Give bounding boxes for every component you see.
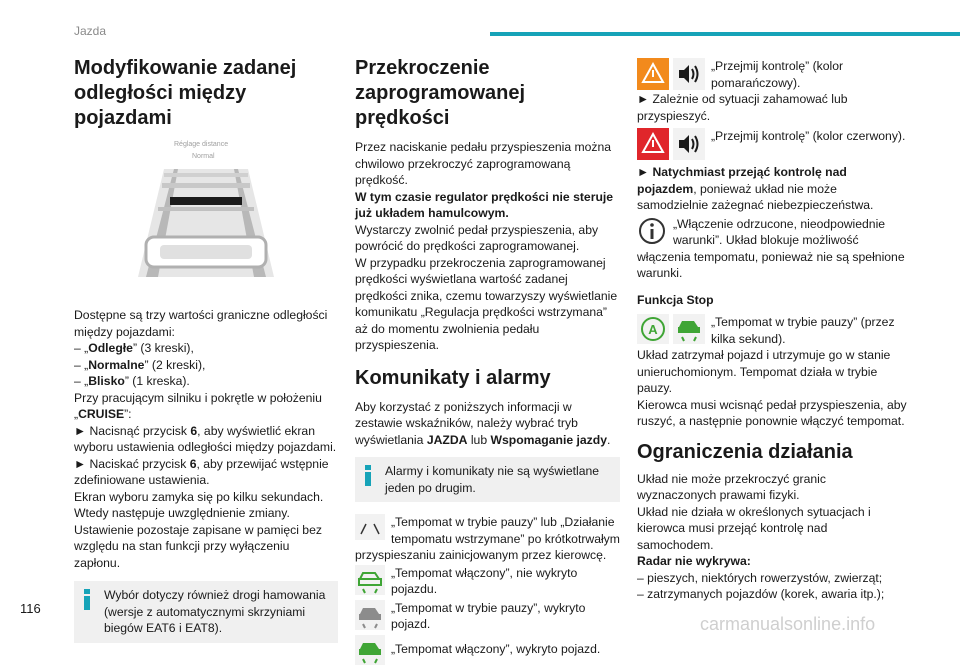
cruise-on-vehicle-icon [673, 314, 705, 344]
column-2 [355, 56, 620, 665]
speaker-icon [673, 128, 705, 160]
distance-figure [74, 139, 338, 289]
paragraph-screen-closes: Ekran wyboru zamyka się po kilku sekundach. Wtedy następuje uwzględnienie zmiany. Ustawienie pozostaje zapisane w pamięci bez względu na stan funkcji przy wyłączeniu zapłonu. [74, 489, 324, 570]
stop-message: A „Tempomat w trybie pauzy” (przez kilka sekund). [637, 314, 907, 347]
message-on-no-vehicle: „Tempomat włączony”, nie wykryto pojazdu. [355, 565, 620, 598]
section-title: Jazda [74, 24, 107, 38]
svg-text:A: A [648, 322, 658, 337]
cruise-on-no-vehicle-icon [355, 565, 385, 595]
page-number: 116 [20, 601, 41, 616]
radar-item-pedestrians: – pieszych, niektórych rowerzystów, zwierząt; [637, 570, 883, 585]
notice-refused: „Włączenie odrzucone, nieodpowiednie warunki”. Układ blokuje możliwość włączenia tempomatu, ponieważ nie są spełnione warunki. [637, 216, 905, 280]
stop-function-icon [637, 314, 669, 344]
watermark: carmanualsonline.info [700, 614, 876, 634]
alert-red-step: ► Natychmiast przejąć kontrolę nad pojazdem, ponieważ układ nie może samodzielnie zażegnać niebezpieczeństwa. [637, 165, 874, 212]
info-icon [84, 589, 90, 609]
stop-paragraph-1: Układ zatrzymał pojazd i utrzymuje go w stanie unieruchomionym. Tempomat działa w trybie pauzy. [637, 348, 891, 395]
cruise-paused-icon [355, 514, 385, 540]
paragraph-release: Wystarczy zwolnić pedał przyspieszenia, aby powrócić do prędkości zaprogramowanej. [355, 222, 599, 253]
heading-messages: Komunikaty i alarmy [355, 366, 551, 389]
paragraph-display-mode: Aby korzystać z poniższych informacji w zestawie wskaźników, należy wybrać tryb wyświetlania JAZDA lub Wspomaganie jazdy. [355, 399, 611, 447]
figure-label-top: Réglage distance [174, 141, 229, 148]
column-3 [637, 58, 907, 603]
radar-item-stopped: – zatrzymanych pojazdów (korek, awaria itp.); [637, 587, 885, 601]
alert-orange: „Przejmij kontrolę” (kolor pomarańczowy). [637, 58, 907, 91]
heading-limitations: Ograniczenia działania [637, 440, 853, 463]
option-close: – „Blisko” (1 kreska). [74, 374, 190, 388]
limitation-situations: Układ nie działa w określonych sytuacjach i kierowca musi przejąć kontrolę nad samochodem. [637, 504, 871, 552]
column-1 [74, 56, 338, 643]
stop-paragraph-2: Kierowca musi wcisnąć pedał przyspieszenia, aby ruszyć, a następnie ponownie włączyć tempomat. [637, 397, 907, 428]
alert-red: „Przejmij kontrolę” (kolor czerwony). [637, 128, 907, 160]
heading-overspeed: Przekroczenie zaprogramowanej prędkości [355, 57, 526, 129]
alert-orange-step: ► Zależnie od sytuacji zahamować lub przyspieszyć. [637, 92, 848, 123]
paragraph-display: W przypadku przekroczenia zaprogramowanej prędkości wyświetlana wartość zadanej prędkości znika, czemu towarzyszy wyświetlanie komunikatu „Regulacja prędkości wstrzymana” aż do momentu zwolnienia pedału przyspieszenia. [355, 255, 618, 352]
radar-heading: Radar nie wykrywa: [637, 554, 751, 568]
cruise-paused-vehicle-icon [355, 600, 385, 630]
car-distance-figure [74, 139, 338, 289]
option-normal: – „Normalne” (2 kreski), [74, 357, 206, 372]
heading-stop-function: Funkcja Stop [637, 292, 714, 307]
info-box-braking: Wybór dotyczy również drogi hamowania (wersje z automatycznymi skrzyniami biegów EAT6 i EAT8). [74, 581, 338, 643]
step-scroll-6: ► Naciskać przycisk 6, aby przewijać wstępnie zdefiniowane ustawienia. [74, 456, 329, 487]
heading-distance: Modyfikowanie zadanej odległości między pojazdami [74, 57, 297, 129]
message-paused-vehicle: „Tempomat w trybie pauzy”, wykryto pojazd. [355, 600, 620, 633]
figure-label-sub: Normal [192, 153, 215, 160]
notice-icon [637, 216, 667, 246]
header-accent-bar [490, 32, 960, 36]
warning-triangle-icon [637, 128, 669, 160]
paragraph-overspeed: Przez naciskanie pedału przyspieszenia można chwilowo przekroczyć zaprogramowaną prędkość. [355, 140, 612, 187]
message-on-vehicle: „Tempomat włączony”, wykryto pojazd. [355, 635, 620, 665]
option-far: – „Odległe” (3 kreski), [74, 341, 194, 355]
info-box-alerts: Alarmy i komunikaty nie są wyświetlane jeden po drugim. [355, 457, 620, 502]
speaker-icon [673, 58, 705, 90]
message-paused: „Tempomat w trybie pauzy” lub „Działanie tempomatu wstrzymane” po krótkotrwałym przyspieszaniu zainicjowanym przez kierowcę. [355, 515, 620, 562]
warning-triangle-icon [637, 58, 669, 90]
paragraph-brake-note: W tym czasie regulator prędkości nie steruje już układem hamulcowym. [355, 189, 614, 220]
info-icon [365, 465, 371, 485]
paragraph-cruise: Przy pracującym silniku i pokrętle w położeniu „CRUISE”: [74, 390, 322, 421]
step-press-6: ► Nacisnąć przycisk 6, aby wyświetlić ekran wyboru ustawienia odległości między pojazdami. [74, 423, 337, 454]
limitation-physics: Układ nie może przekroczyć granic wyznaczonych prawami fizyki. [637, 471, 826, 502]
paragraph-limits: Dostępne są trzy wartości graniczne odległości między pojazdami: [74, 308, 328, 339]
cruise-on-vehicle-icon [355, 635, 385, 665]
